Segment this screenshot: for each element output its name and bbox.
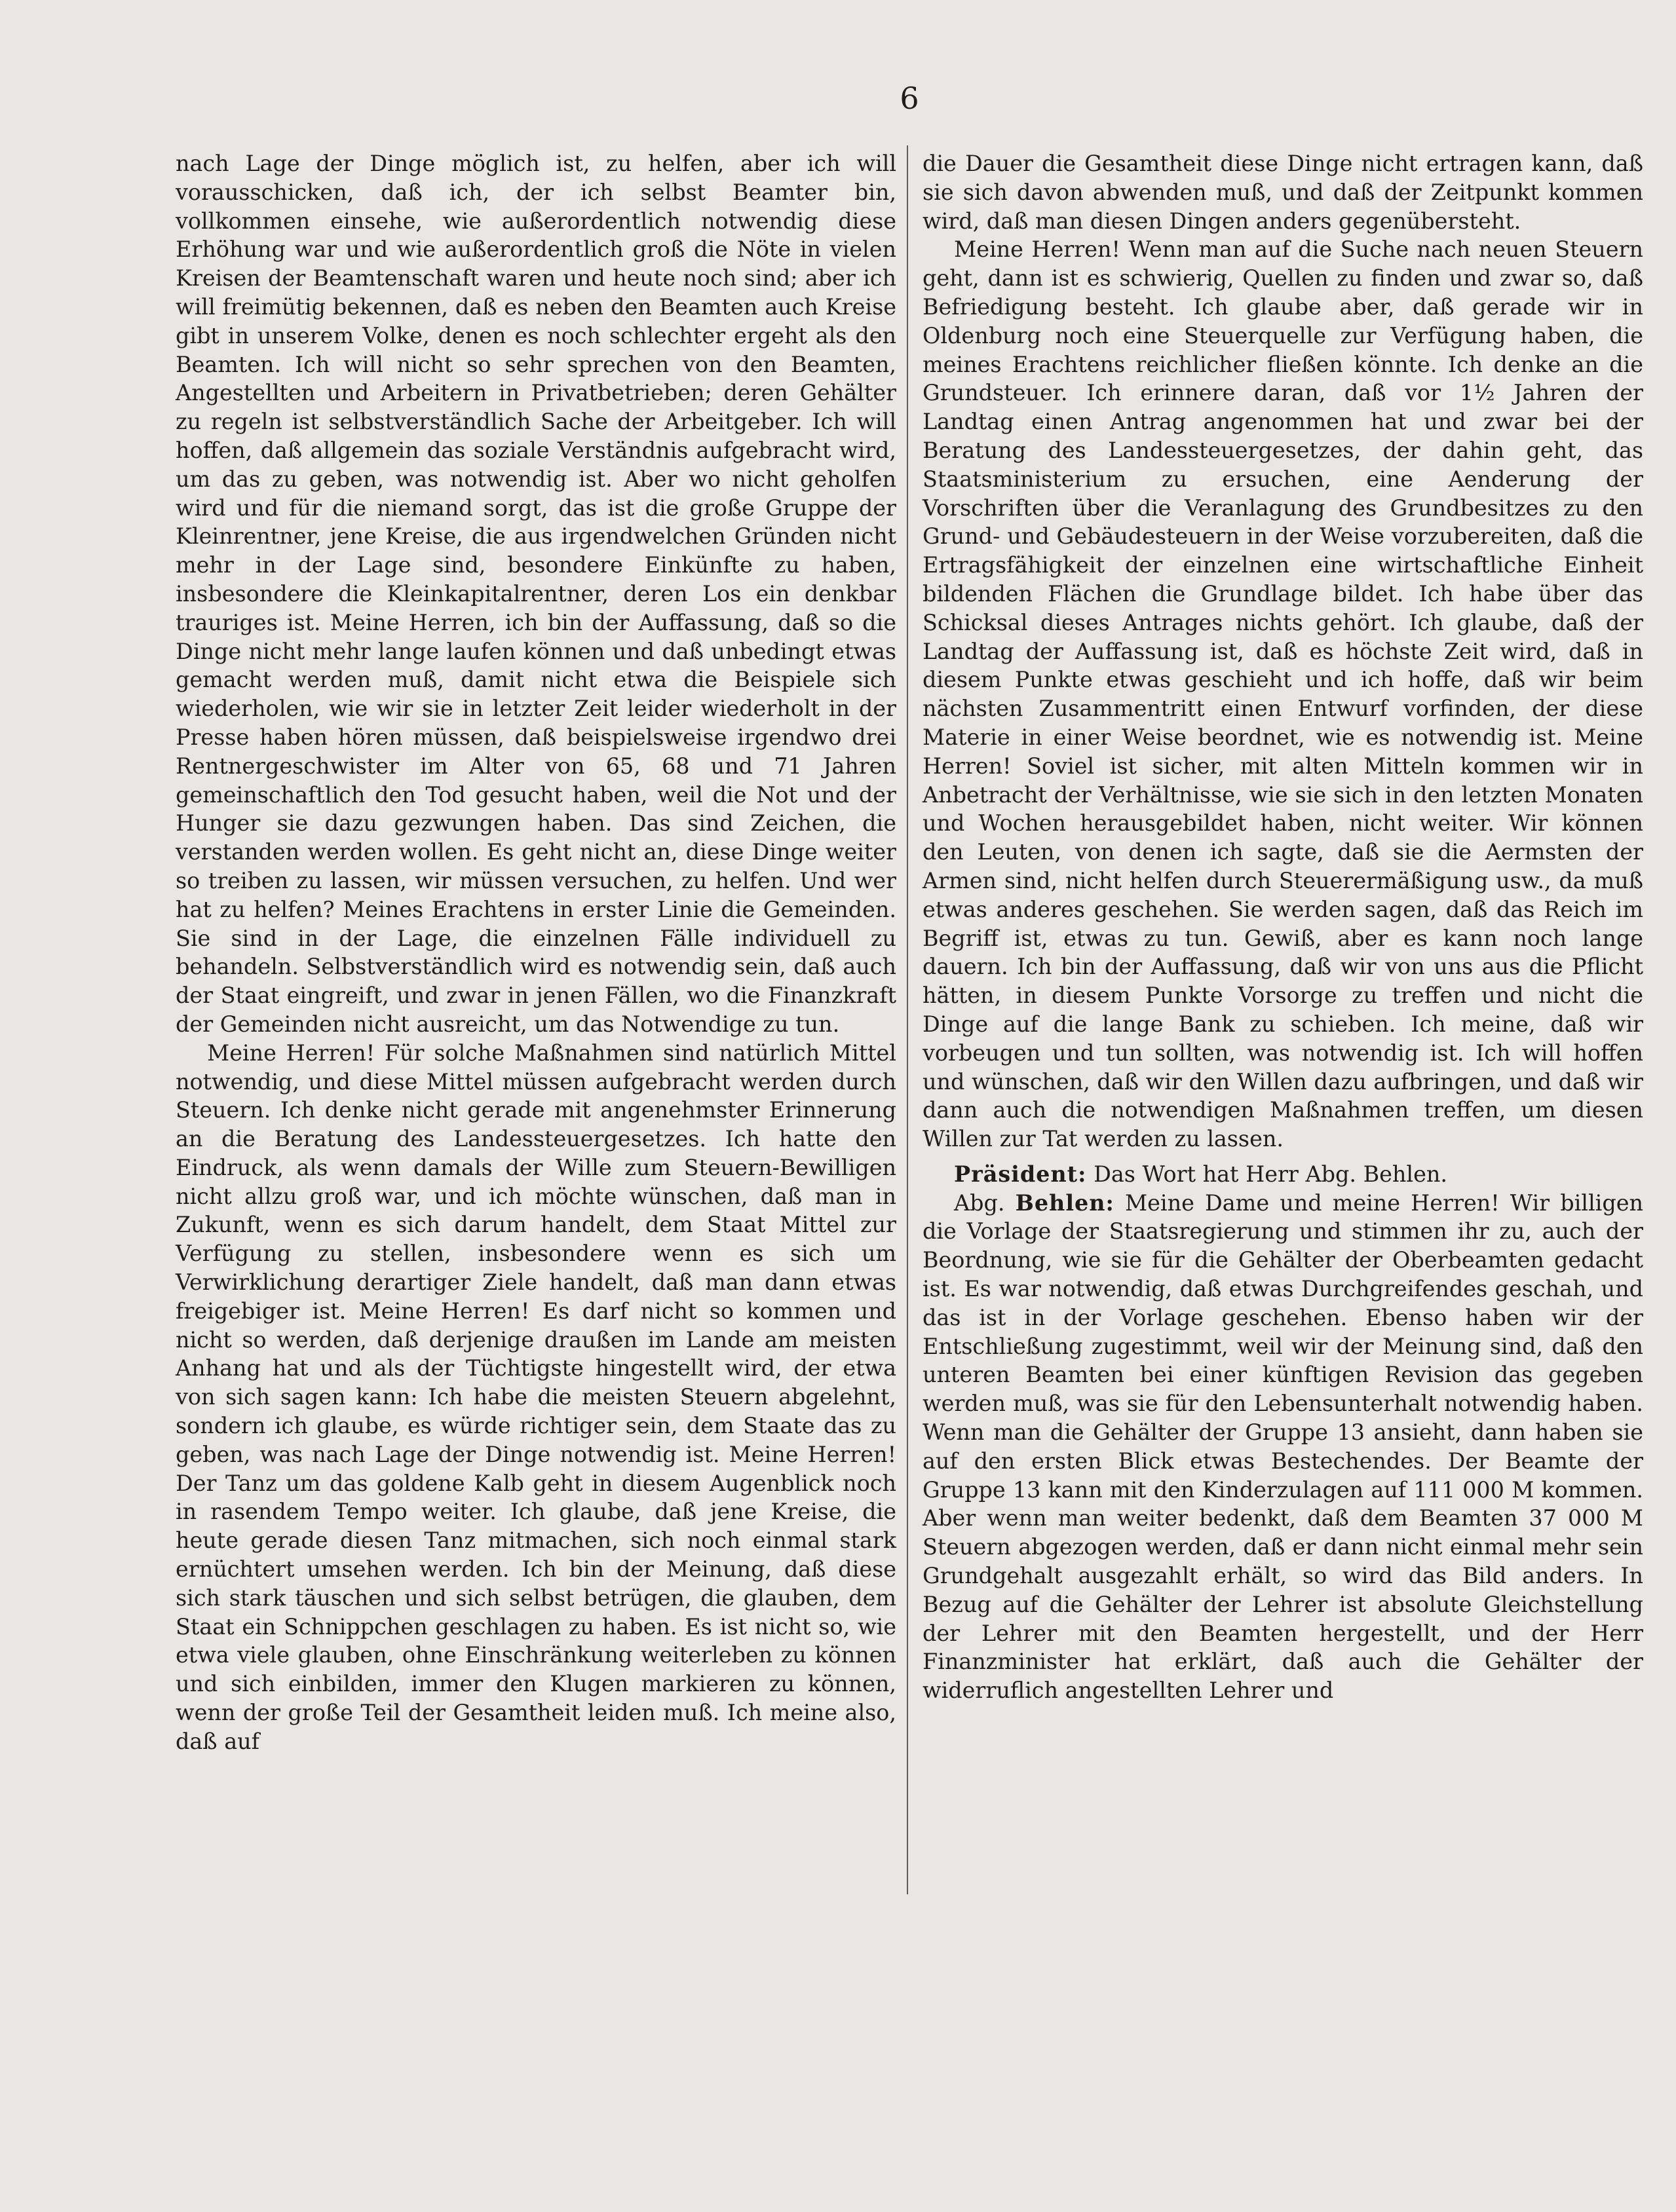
left-paragraph-2: Meine Herren! Für solche Maßnahmen sind natürlich Mittel notwendig, und diese Mittel müssen aufgebracht werden durch Steuern. Ich denke nicht gerade mit angenehmster Erinnerung an die Beratung des Landessteuergesetzes. Ich hatte den Eindruck, als wenn damals der Wille zum Steuern-Bewilligen nicht allzu groß war, und ich möchte wünschen, daß man in Zukunft, wenn es sich darum handelt, dem Staat Mittel zur Verfügung zu stellen, insbesondere wenn es sich um Verwirklichung derartiger Ziele handelt, daß man dann etwas freigebiger ist. Meine Herren! Es darf nicht so kommen und nicht so werden, daß derjenige draußen im Lande am meisten Anhang hat und als der Tüchtigste hingestellt wird, der etwa von sich sagen kann: Ich habe die meisten Steuern abgelehnt, sondern ich glaube, es würde richtiger sein, dem Staate das zu geben, was nach Lage der Dinge notwendig ist. Meine Herren! Der Tanz um das goldene Kalb geht in diesem Augenblick noch in rasendem Tempo weiter. Ich glaube, daß jene Kreise, die heute gerade diesen Tanz mitmachen, sich noch einmal stark ernüchtert umsehen werden. Ich bin der Meinung, daß diese sich stark täuschen und sich selbst betrügen, die glauben, dem Staat ein Schnippchen geschlagen zu haben. Es ist nicht so, wie etwa viele glauben, ohne Einschränkung weiterleben zu können und sich einbilden, immer den Klugen markieren zu können, wenn der große Teil der Gesamtheit leiden muß. Ich meine also, daß auf xyxy=(176,1040,896,1754)
behlen-text: Meine Dame und meine Herren! Wir billigen die Vorlage der Staatsregierung und stimmen ihr zu, auch der Beordnung, wie sie für die Gehälter der Oberbeamten gedacht ist. Es war notwendig, daß etwas Durchgreifendes geschah, und das ist in der Vorlage geschehen. Ebenso haben wir der Entschließung zugestimmt, weil wir der Meinung sind, daß den unteren Beamten bei einer künftigen Revision das gegeben werden muß, was sie für den Lebensunterhalt notwendig haben. Wenn man die Gehälter der Gruppe 13 ansieht, dann haben sie auf den ersten Blick etwas Bestechendes. Der Beamte der Gruppe 13 kann mit den Kinderzulagen auf 111 000 M kommen. Aber wenn man weiter bedenkt, daß dem Beamten 37 000 M Steuern abgezogen werden, daß er dann nicht einmal mehr sein Grundgehalt ausgezahlt erhält, so wird das Bild anders. In Bezug auf die Gehälter der Lehrer ist absolute Gleichstellung der Lehrer mit den Beamten hergestellt, und der Herr Finanzminister hat erklärt, daß auch die Gehälter der widerruflich angestellten Lehrer und xyxy=(923,1190,1643,1704)
president-text: Das Wort hat Herr Abg. Behlen. xyxy=(1094,1161,1447,1187)
right-paragraph-1: die Dauer die Gesamtheit diese Dinge nicht ertragen kann, daß sie sich davon abwenden muß, und daß der Zeitpunkt kommen wird, daß man diesen Dingen anders gegenübersteht. xyxy=(923,151,1643,234)
speaker-president: Präsident: xyxy=(954,1161,1087,1187)
right-paragraph-2: Meine Herren! Wenn man auf die Suche nach neuen Steuern geht, dann ist es schwierig, Quellen zu finden und zwar so, daß Befriedigung besteht. Ich glaube aber, daß gerade wir in Oldenburg noch eine Steuerquelle zur Verfügung haben, die meines Erachtens reichlicher fließen könnte. Ich denke an die Grundsteuer. Ich erinnere daran, daß vor 1½ Jahren der Landtag einen Antrag angenommen hat und zwar bei der Beratung des Landessteuergesetzes, der dahin geht, das Staatsministerium zu ersuchen, eine Aenderung der Vorschriften über die Veranlagung des Grundbesitzes zu den Grund- und Gebäudesteuern in der Weise vorzubereiten, daß die Ertragsfähigkeit der einzelnen eine wirtschaftliche Einheit bildenden Flächen die Grundlage bildet. Ich habe über das Schicksal dieses Antrages nichts gehört. Ich glaube, daß der Landtag der Auffassung ist, daß es höchste Zeit wird, daß in diesem Punkte etwas geschieht und ich hoffe, daß wir beim nächsten Zusammentritt einen Entwurf vorfinden, der diese Materie in einer Weise beordnet, wie es notwendig ist. Meine Herren! Soviel ist sicher, mit alten Mitteln kommen wir in Anbetracht der Verhältnisse, wie sie sich in den letzten Monaten und Wochen herausgebildet haben, nicht weiter. Wir können den Leuten, von denen ich sagte, daß sie die Aermsten der Armen sind, nicht helfen durch Steuerermäßigung usw., da muß etwas anderes geschehen. Sie werden sagen, daß das Reich im Begriff ist, etwas zu tun. Gewiß, aber es kann noch lange dauern. Ich bin der Auffassung, daß wir von uns aus die Pflicht hätten, in diesem Punkte Vorsorge zu treffen und nicht die Dinge auf die lange Bank zu schieben. Ich meine, daß wir vorbeugen und tun sollten, was notwendig ist. Ich will hoffen und wünschen, daß wir den Willen dazu aufbringen, und daß wir dann auch die notwendigen Maßnahmen treffen, um diesen Willen zur Tat werden zu lassen. xyxy=(923,236,1643,1152)
behlen-statement xyxy=(923,1189,1643,1705)
right-column xyxy=(923,149,1643,1705)
page-number: 6 xyxy=(900,81,919,116)
behlen-prefix: Abg. xyxy=(954,1190,1005,1216)
president-statement xyxy=(923,1160,1643,1189)
left-paragraph-1: nach Lage der Dinge möglich ist, zu helfen, aber ich will vorausschicken, daß ich, der ich selbst Beamter bin, vollkommen einsehe, wie außerordentlich notwendig diese Erhöhung war und wie außerordentlich groß die Nöte in vielen Kreisen der Beamtenschaft waren und heute noch sind; aber ich will freimütig bekennen, daß es neben den Beamten auch Kreise gibt in unserem Volke, denen es noch schlechter ergeht als den Beamten. Ich will nicht so sehr sprechen von den Beamten, Angestellten und Arbeitern in Privatbetrieben; deren Gehälter zu regeln ist selbstverständlich Sache der Arbeitgeber. Ich will hoffen, daß allgemein das soziale Verständnis aufgebracht wird, um das zu geben, was notwendig ist. Aber wo nicht geholfen wird und für die niemand sorgt, das ist die große Gruppe der Kleinrentner, jene Kreise, die aus irgendwelchen Gründen nicht mehr in der Lage sind, besondere Einkünfte zu haben, insbesondere die Kleinkapitalrentner, deren Los ein denkbar trauriges ist. Meine Herren, ich bin der Auffassung, daß so die Dinge nicht mehr lange laufen können und daß unbedingt etwas gemacht werden muß, damit nicht etwa die Beispiele sich wiederholen, wie wir sie in letzter Zeit leider wiederholt in der Presse haben hören müssen, daß beispielsweise irgendwo drei Rentnergeschwister im Alter von 65, 68 und 71 Jahren gemeinschaftlich den Tod gesucht haben, weil die Not und der Hunger sie dazu gezwungen haben. Das sind Zeichen, die verstanden werden wollen. Es geht nicht an, diese Dinge weiter so treiben zu lassen, wir müssen versuchen, zu helfen. Und wer hat zu helfen? Meines Erachtens in erster Linie die Gemeinden. Sie sind in der Lage, die einzelnen Fälle individuell zu behandeln. Selbstverständlich wird es notwendig sein, daß auch der Staat eingreift, und zwar in jenen Fällen, wo die Finanzkraft der Gemeinden nicht ausreicht, um das Notwendige zu tun. xyxy=(176,151,896,1037)
speaker-behlen: Behlen: xyxy=(1015,1190,1114,1216)
column-divider xyxy=(907,145,908,1894)
left-column xyxy=(176,149,896,1756)
